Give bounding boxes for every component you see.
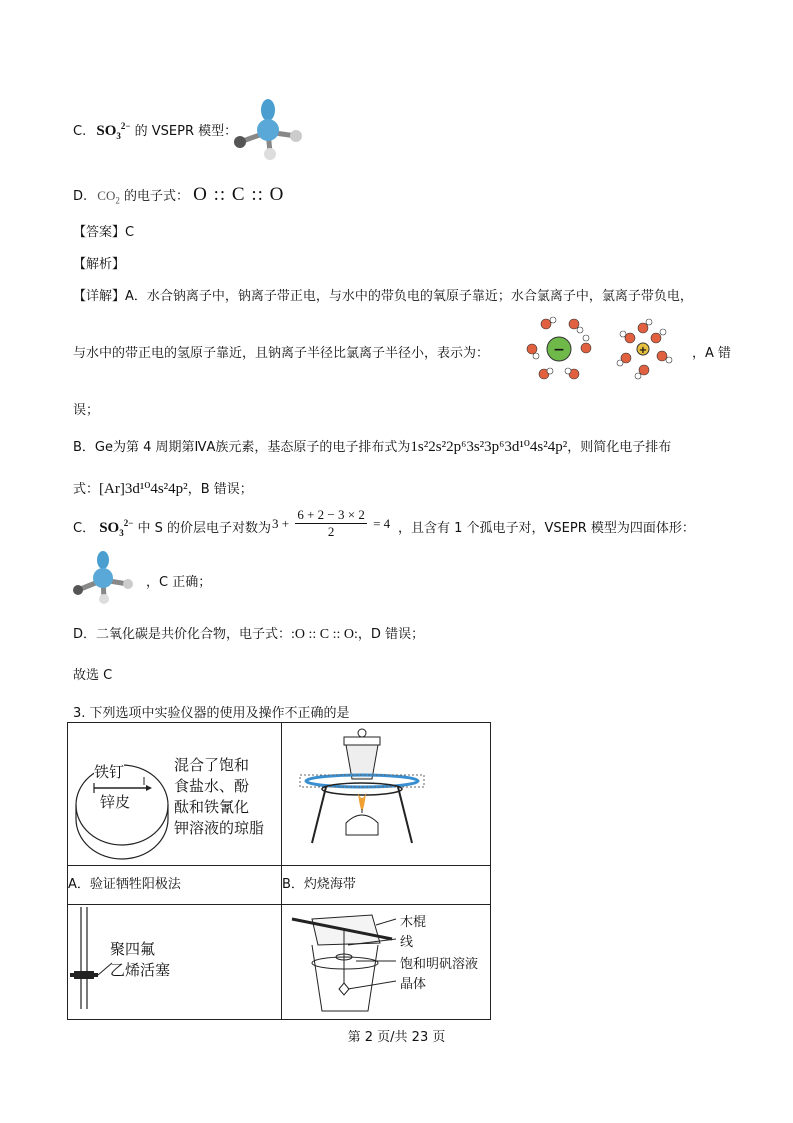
formula: $CO_2$ xyxy=(97,188,120,206)
option-c-correct: ，C 正确； xyxy=(146,575,212,590)
fraction-denominator: 2 xyxy=(327,524,335,539)
analysis-label: 【解析】 xyxy=(73,257,126,272)
cell-c-figure xyxy=(68,905,282,1020)
option-b-tail2: ，B 错误； xyxy=(187,482,253,497)
caption-b: B．灼烧海带 xyxy=(282,866,491,905)
option-text: 的 VSEPR 模型： xyxy=(134,124,238,139)
cell-b-figure xyxy=(282,723,491,866)
option-d-explain xyxy=(73,623,424,643)
co2-electron-formula: :O :: C :: O: xyxy=(291,627,358,642)
final-choice: 故选 C xyxy=(73,668,113,683)
answer-value: C xyxy=(125,225,135,240)
short-configuration: [Ar]3d¹⁰4s²4p² xyxy=(99,481,188,497)
cell-d-figure xyxy=(282,905,491,1020)
detail-line-2-tail: ，A 错 xyxy=(692,346,732,361)
stopcock-label-2: 乙烯活塞 xyxy=(110,961,171,979)
option-b-text2: 式： xyxy=(73,482,100,497)
option-c-line xyxy=(73,120,237,140)
detail-line-2: 与水中的带正电的氢原子靠近，且钠离子半径比氯离子半径小，表示为： xyxy=(73,346,490,361)
option-b-line-1 xyxy=(73,436,671,456)
option-b-line-2 xyxy=(73,478,253,498)
nail-label: 铁钉 xyxy=(94,763,125,781)
agar-desc-4: 钾溶液的琼脂 xyxy=(174,819,265,837)
fraction-numerator: 6 + 2 − 3 × 2 xyxy=(297,507,365,522)
answer-line xyxy=(73,221,134,240)
question-3-title: 3. 下列选项中实验仪器的使用及操作不正确的是 xyxy=(73,706,350,721)
tetrahedral-model-icon xyxy=(70,550,140,606)
agar-desc-2: 食盐水、酚 xyxy=(174,777,250,795)
option-b-text: B．Ge为第 4 周期第ⅣA族元素，基态原子的电子排布式为 xyxy=(73,440,411,455)
option-c-tail: ，且含有 1 个孤电子对，VSEPR 模型为四面体形： xyxy=(398,521,695,536)
valence-fraction xyxy=(272,507,390,540)
electron-formula: O :: C :: O xyxy=(193,184,285,205)
agar-desc-3: 酞和铁氰化 xyxy=(174,798,250,816)
option-letter: C. xyxy=(73,124,87,139)
formula: $SO_3^{2-}$ xyxy=(99,518,134,538)
wood-stick-label: 木棍 xyxy=(400,915,427,930)
stopcock-label-1: 聚四氟 xyxy=(110,940,156,958)
ion-minus-sign: − xyxy=(553,342,565,358)
fraction-result: = 4 xyxy=(373,515,391,531)
apparatus-table xyxy=(67,722,491,1020)
option-b-tail: ，则简化电子排布 xyxy=(567,440,672,455)
page-footer: 第 2 页/共 23 页 xyxy=(347,1030,446,1045)
option-d-text: D．二氧化碳是共价化合物，电子式： xyxy=(73,627,292,642)
crystal-label: 晶体 xyxy=(400,977,427,992)
option-d-tail: ，D 错误； xyxy=(357,627,425,642)
agar-desc-1: 混合了饱和 xyxy=(174,756,250,774)
ion-plus-sign: + xyxy=(638,345,648,356)
formula: $SO_3^{2-}$ xyxy=(96,121,131,141)
ptfe-stopcock-figure xyxy=(68,905,284,1019)
thread-label: 线 xyxy=(400,935,414,950)
alum-solution-label: 饱和明矾溶液 xyxy=(400,957,479,972)
detail-line-3: 误； xyxy=(73,403,100,418)
option-d-line xyxy=(73,184,284,206)
answer-label: 【答案】 xyxy=(73,225,126,240)
burning-kelp-figure xyxy=(282,723,490,861)
caption-a: A．验证牺牲阳极法 xyxy=(68,866,282,905)
electron-configuration: 1s²2s²2p⁶3s²3p⁶3d¹⁰4s²4p² xyxy=(410,439,568,455)
option-c-text: 中 S 的价层电子对数为 xyxy=(137,521,272,536)
hydrated-ions-figure xyxy=(526,316,686,382)
zinc-label: 锌皮 xyxy=(100,793,131,811)
option-letter: D. xyxy=(73,189,88,204)
vsepr-model-icon xyxy=(230,96,310,162)
fraction-prefix: 3 + xyxy=(272,515,290,531)
option-c-explain: C． $SO_3^{2-}$ 中 S 的价层电子对数为 xyxy=(73,518,272,538)
option-text: 的电子式： xyxy=(124,189,190,204)
cell-a-figure xyxy=(68,723,282,866)
detail-line-1: 【详解】A．水合钠离子中，钠离子带正电，与水中的带负电的氧原子靠近；水合氯离子中，氯离子带负电， xyxy=(73,289,693,304)
